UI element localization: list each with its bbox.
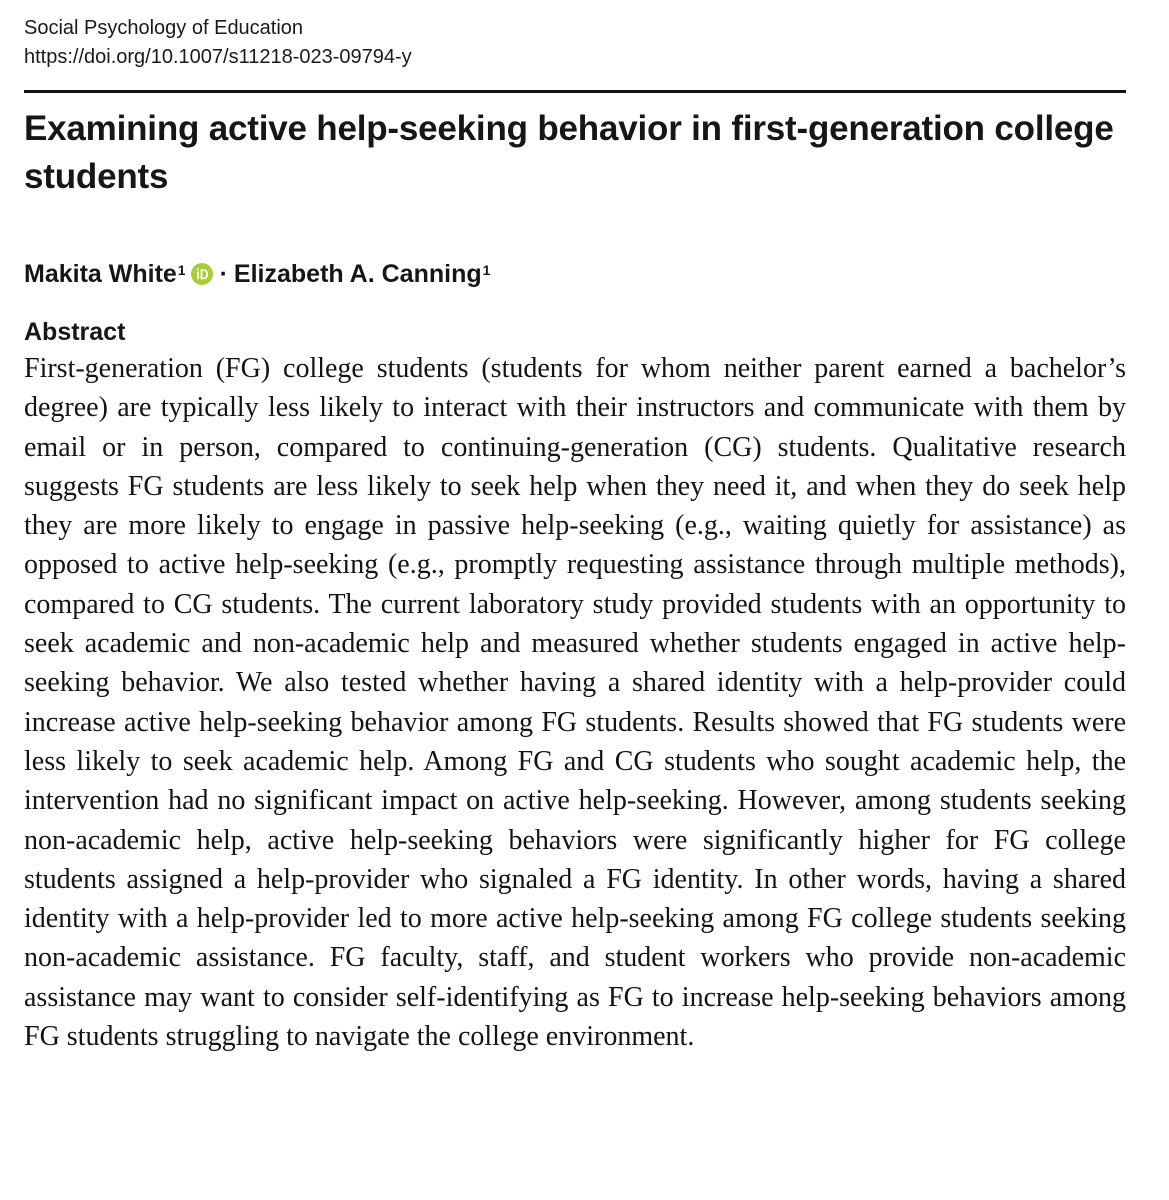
author-name[interactable]: Makita White (24, 260, 177, 288)
author-separator: · (219, 260, 228, 288)
author-affiliation: 1 (177, 262, 186, 278)
orcid-icon[interactable] (191, 260, 213, 282)
abstract-text: First-generation (FG) college students (students for whom neither parent earned a bachelor’s degree) are typically less likely to interact with their instructors and communicate with them by email or in person, compared to continuing-generation (CG) students. Qualitative research suggests FG students are less likely to seek help when they need it, and when they do seek help they are more likely to engage in passive help-seeking (e.g., waiting quietly for assistance) as opposed to active help-seeking (e.g., promptly requesting assistance through multiple methods), compared to CG students. The current laboratory study provided students with an opportunity to seek academic and non-academic help and measured whether students engaged in active help-seeking behavior. We also tested whether having a shared identity with a help-provider could increase active help-seeking behavior among FG students. Results showed that FG students were less likely to seek academic help. Among FG and CG students who sought academic help, the intervention had no significant impact on active help-seeking. However, among students seeking non-academic help, active help-seeking behaviors were significantly higher for FG college students assigned a help-provider who signaled a FG identity. In other words, having a shared identity with a help-provider led to more active help-seeking among FG college students seeking non-academic assistance. FG faculty, staff, and student workers who provide non-academic assistance may want to consider self-identifying as FG to increase help-seeking behaviors among FG students struggling to navigate the college environment. (24, 353, 1126, 1053)
article-page (24, 14, 1126, 1056)
author-affiliation: 1 (482, 262, 491, 278)
author-list (24, 257, 1126, 291)
article-title: Examining active help-seeking behavior in first-generation college students (24, 109, 1114, 196)
header-rule (24, 90, 1126, 93)
journal-name: Social Psychology of Education (24, 17, 304, 39)
author-name[interactable]: Elizabeth A. Canning (233, 260, 482, 288)
abstract-heading: Abstract (24, 318, 126, 346)
doi-link[interactable]: https://doi.org/10.1007/s11218-023-09794-y (24, 46, 412, 68)
